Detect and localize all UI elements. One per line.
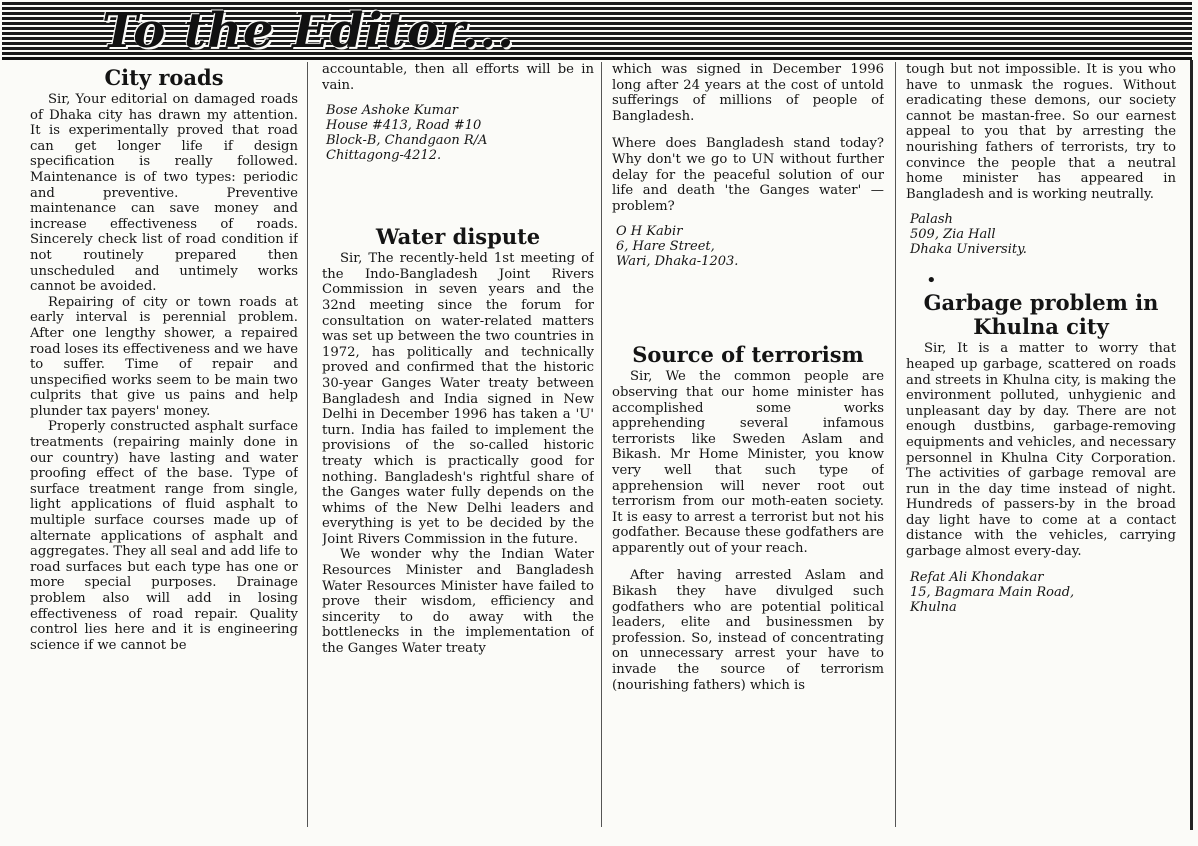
column-2: [322, 62, 594, 832]
letter-headline: Water dispute: [375, 224, 541, 250]
column-3: [612, 62, 884, 832]
letter-city-roads: [30, 66, 298, 653]
letter-paragraph: After having arrested Aslam and Bikash they have divulged such godfathers who are potential political leaders, elite and businessmen by profession. So, instead of concentrating on unnecessary arrest your have to invade the source of terrorism (nourishing fathers) which is: [612, 568, 884, 693]
column-divider: [601, 62, 602, 827]
signature-name: O H Kabir: [616, 224, 683, 240]
letter-paragraph: Sir, The recently-held 1st meeting of the Indo-Bangladesh Joint Rivers Commission in seven years and the 32nd meeting since the forum for consultation on water-related matters was set up between the two countries in 1972, has politically and technically proved and confirmed that the historic 30-year Ganges Water treaty between Bangladesh and India signed in New Delhi in December 1996 has taken a 'U' turn. India has failed to implement the provisions of the so-called historic treaty which is practically good for nothing. Bangladesh's rightful share of the Ganges water fully depends on the whims of the New Delhi leaders and everything is yet to be decided by the Joint Rivers Commission in the future.: [322, 251, 594, 547]
letter-garbage-problem: [906, 291, 1176, 614]
column-divider: [895, 62, 896, 827]
masthead-banner: [2, 2, 1192, 60]
signature-name: Palash: [910, 212, 953, 228]
signature-name: Bose Ashoke Kumar: [326, 103, 458, 119]
letter-signature: [906, 212, 1176, 257]
column-1: [30, 62, 298, 832]
letter-paragraph: Properly constructed asphalt surface treatments (repairing mainly done in our country) have lasting and water proofing effect of the base. Type of surface treatment range from single, light applications of fluid asphalt to multiple surface courses made up of alternate applications of asphalt and aggregates. They all seal and add life to road surfaces but each type has one or more special purposes. Drainage problem also will add in losing effectiveness of road repair. Quality control lies here and it is engineering science if we cannot be: [30, 419, 298, 653]
letter-water-dispute: [322, 225, 594, 656]
letter-signature: [906, 570, 1176, 615]
letter-paragraph: We wonder why the Indian Water Resources Minister and Bangladesh Water Resources Minister have failed to prove their wisdom, efficiency and sincerity to do away with the bottlenecks in the implementation of the Ganges Water treaty: [322, 547, 594, 657]
page-edge-rule: [1190, 60, 1193, 830]
letter-signature: [322, 103, 594, 163]
signature-address-line: Khulna: [910, 599, 957, 615]
letter-paragraph: Repairing of city or town roads at early interval is perennial problem. After one lengthy shower, a repaired road loses its effectiveness and we have to suffer. Time of repair and unspecified works seem to be main two culprits that give us pains and help plunder tax payers' money.: [30, 294, 298, 419]
column-4: [906, 62, 1176, 832]
bullet-dot-icon: •: [926, 270, 937, 292]
letter-paragraph: Where does Bangladesh stand today? Why don't we go to UN without further delay for the peaceful solution of our life and death 'the Ganges water' — problem?: [612, 136, 884, 214]
letter-paragraph: Sir, Your editorial on damaged roads of Dhaka city has drawn my attention. It is experimentally proved that road can get longer life if design specification is really followed. Maintenance is of two types: periodic and preventive. Preventive maintenance can save money and increase effectiveness of roads. Sincerely check list of road condition if not routinely prepared then unscheduled and untimely works cannot be avoided.: [30, 92, 298, 295]
letter-paragraph: Sir, It is a matter to worry that heaped up garbage, scattered on roads and streets in Khulna city, is making the environment polluted, unhygienic and unpleasant day by day. There are not enough dustbins, garbage-removing equipments and vehicles, and necessary personnel in Khulna City Corporation. The activities of garbage removal are run in the day time instead of night. Hundreds of passers-by in the broad day light have to come at a contact distance with the vehicles, carrying garbage almost every-day.: [906, 341, 1176, 560]
letter-paragraph: Sir, We the common people are observing that our home minister has accomplished some works apprehending several infamous terrorists like Sweden Aslam and Bikash. Mr Home Minister, you know very well that such type of apprehension will never root out terrorism from our moth-eaten society. It is easy to arrest a terrorist but not his godfather. Because these godfathers are apparently out of your reach.: [612, 369, 884, 556]
letter-paragraph: tough but not impossible. It is you who have to unmask the rogues. Without eradicating these demons, our society cannot be mastan-free. So our earnest appeal to you that by arresting the nourishing fathers of terrorists, try to convince the people that a neutral home minister has appeared in Bangladesh and is working neutrally.: [906, 62, 1176, 202]
letter-headline: City roads: [104, 65, 224, 90]
letter-source-of-terrorism: [612, 343, 884, 693]
column-divider: [307, 62, 308, 827]
signature-address-line: Block-B, Chandgaon R/A: [326, 133, 488, 149]
letter-headline: Source of terrorism: [632, 342, 864, 368]
signature-address-line: House #413, Road #10: [326, 118, 482, 134]
letter-signature: [612, 224, 884, 269]
letter-paragraph: accountable, then all efforts will be in vain.: [322, 62, 594, 93]
signature-address-line: 15, Bagmara Main Road,: [910, 584, 1075, 600]
signature-name: Refat Ali Khondakar: [910, 569, 1044, 585]
signature-address-line: 6, Hare Street,: [616, 239, 715, 255]
signature-address-line: Chittagong-4212.: [326, 148, 442, 164]
signature-address-line: 509, Zia Hall: [910, 227, 996, 243]
signature-address-line: Dhaka University.: [910, 242, 1027, 258]
section-title: To the Editor...: [102, 3, 515, 59]
signature-address-line: Wari, Dhaka-1203.: [616, 254, 739, 270]
letter-headline: Garbage problem in Khulna city: [923, 290, 1159, 340]
letter-paragraph: which was signed in December 1996 long after 24 years at the cost of untold sufferings of millions of people of Bangladesh.: [612, 62, 884, 124]
